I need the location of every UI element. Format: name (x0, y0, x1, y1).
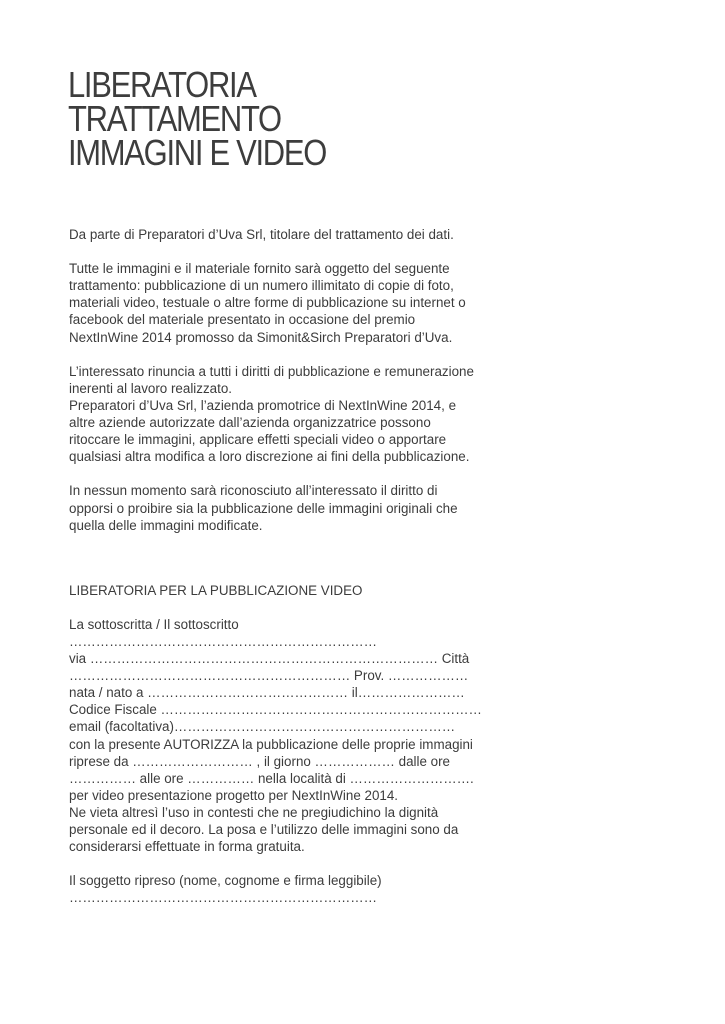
document-title (68, 64, 327, 173)
form-fill-line: nata / nato a ……………………………………… il…………………… (69, 685, 465, 701)
form-fill-line: riprese da ……………………… , il giorno ……………… dalle ore (69, 753, 450, 769)
form-line: considerarsi effettuate in forma gratuita. (69, 839, 305, 855)
signature-line: …………………………………………………………… (69, 890, 377, 906)
form-fill-line: Codice Fiscale ……………………………………………………………… (69, 702, 482, 718)
section-title (69, 582, 519, 599)
text-line: trattamento: pubblicazione di un numero illimitato di copie di foto, (69, 278, 454, 294)
section-heading: LIBERATORIA PER LA PUBBLICAZIONE VIDEO (69, 582, 363, 598)
text-line: NextInWine 2014 promosso da Simonit&Sirch Preparatori d’Uva. (69, 329, 453, 345)
rights-paragraph (69, 363, 519, 466)
signature-label: Il soggetto ripreso (nome, cognome e firma leggibile) (69, 873, 382, 889)
text-line: materiali video, testuale o altre forme di pubblicazione su internet o (69, 295, 466, 311)
text-line: Tutte le immagini e il materiale fornito sarà oggetto del seguente (69, 261, 450, 277)
text-line: opporsi o proibire sia la pubblicazione delle immagini originali che (69, 500, 458, 516)
intro-line: Da parte di Preparatori d’Uva Srl, titolare del trattamento dei dati. (69, 227, 454, 242)
text-line: altre aziende autorizzate dall’azienda organizzatrice possono (69, 415, 431, 431)
form-fill-line: ……………………………………………………… Prov. ……………… (69, 668, 469, 684)
text-line: facebook del materiale presentato in occasione del premio (69, 312, 416, 328)
title-line: LIBERATORIA (68, 64, 256, 105)
signature-block (69, 872, 519, 906)
intro-paragraph (69, 226, 519, 243)
text-line: Preparatori d’Uva Srl, l’azienda promotrice di NextInWine 2014, e (69, 397, 457, 413)
text-line: inerenti al lavoro realizzato. (69, 380, 233, 396)
form-line: con la presente AUTORIZZA la pubblicazione delle proprie immagini (69, 736, 473, 752)
form-line: La sottoscritta / Il sottoscritto (69, 616, 239, 632)
waiver-paragraph (69, 482, 519, 533)
usage-paragraph (69, 260, 519, 345)
title-line: TRATTAMENTO (68, 98, 281, 139)
text-line: ritoccare le immagini, applicare effetti speciali video o apportare (69, 432, 447, 448)
text-line: qualsiasi altra modifica a loro discrezione ai fini della pubblicazione. (69, 449, 470, 465)
form-line: per video presentazione progetto per NextInWine 2014. (69, 787, 399, 803)
text-line: L’interessato rinuncia a tutti i diritti di pubblicazione e remunerazione (69, 363, 474, 379)
form-line: Ne vieta altresì l’uso in contesti che ne pregiudichino la dignità (69, 804, 439, 820)
authorization-form (69, 616, 519, 855)
text-line: quella delle immagini modificate. (69, 517, 263, 533)
document-body (69, 226, 519, 906)
form-fill-line: …………… alle ore …………… nella località di ………………………. (69, 770, 474, 786)
form-fill-line: via …………………………………………………………………… Città (69, 651, 470, 667)
form-fill-line: …………………………………………………………… (69, 633, 377, 649)
form-line: personale ed il decoro. La posa e l’utilizzo delle immagini sono da (69, 822, 459, 837)
title-line: IMMAGINI E VIDEO (68, 132, 327, 173)
form-fill-line: email (facoltativa)……………………………………………………… (69, 719, 456, 735)
text-line: In nessun momento sarà riconosciuto all’interessato il diritto di (69, 483, 438, 499)
